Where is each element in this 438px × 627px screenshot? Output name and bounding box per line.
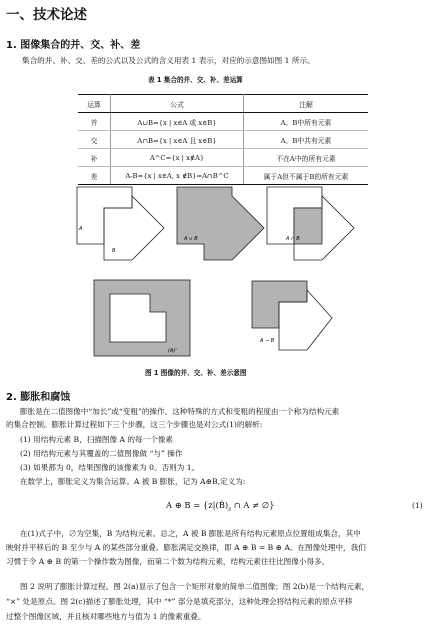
diagram-sets-a-b [76,186,166,266]
diagram-complement [94,280,190,360]
table-header-formula: 公式 [111,95,244,113]
paragraph-4-line-2: “×” 处是原点。图 2(c)描述了膨胀处理，其中 “*” 部分是填充部分，这种处理会将结构元素的原点平移 [6,597,353,606]
label-complement: (A)ᶜ [168,348,178,354]
table-cell: 并 [78,113,111,131]
table-cell: 差 [78,167,111,185]
paragraph-3-line-2: 映射并平移后的 B 至少与 A 的某些部分重叠。膨胀满足交换律，即 A ⊕ B = B ⊕ A。在图像处理中，我们 [6,543,366,552]
label-a: A [79,226,83,232]
table-header-row [78,95,368,113]
table-row [78,167,368,185]
formula [166,499,274,517]
section-title: 一、技术论述 [6,7,87,23]
table-cell: 不在A中的所有元素 [244,149,369,167]
figure-caption: 图 1 图像的并、交、补、差示意图 [145,369,247,377]
table-cell: A、B中所有元素 [244,113,369,131]
table-cell: A∩B={x | x∈A 且 x∈B} [111,131,244,149]
subsection-title-2: 2. 膨胀和腐蚀 [6,392,71,403]
paragraph-1-line-2: 的集合控制。膨胀计算过程如下三个步骤，这三个步骤也是对公式(1)的解析: [6,420,263,429]
table-caption: 表 1 集合的并、交、补、差运算 [148,76,243,84]
diagram-intersection [266,186,356,266]
table-cell: 属于A但不属于B的所有元素 [244,167,369,185]
paragraph-4-line-3: 过整个图像区域，并且核对哪些地方与值为 1 的像素重叠。 [6,612,206,621]
step-3: (3) 如果都为 0，结果图像的该像素为 0。否则为 1。 [20,463,200,472]
table-cell: 补 [78,149,111,167]
formula-number: (1) [412,501,423,510]
step-2: (2) 用结构元素与其覆盖的二值图像做 “与” 操作 [20,449,183,458]
table-cell: A^C={x | x∉A} [111,149,244,167]
diagram-union [176,186,266,266]
table-row [78,113,368,131]
formula-right: ∩ A ≠ ∅} [233,500,275,510]
paragraph-3-line-3: 习惯于令 A ⊕ B 的第一个操作数为图像，而第二个数为结构元素，结构元素往往比图像小得多。 [6,557,330,566]
label-difference: A − B [260,338,275,344]
label-b: B [112,248,116,254]
table-header-note: 注解 [244,95,369,113]
label-intersection: A ∩ B [286,236,300,242]
table-cell: A∪B={x | x∈A 或 x∈B} [111,113,244,131]
diagram-difference [234,280,334,360]
subsection-title-1: 1. 图像集合的并、交、补、差 [6,40,141,51]
label-union: A ∪ B [184,236,198,242]
paragraph-1-line-1: 膨胀是在二值图像中“加长”或“变粗”的操作。这种特殊的方式和变粗的程度由一个称为结构元素 [20,407,340,416]
table-header-op: 运算 [78,95,111,113]
paragraph-intro: 集合的并、补、交、差的公式以及公式的含义用表 1 表示，对应的示意图如图 1 所示。 [22,56,315,65]
table-cell: A-B={x | x∈A, x ∉B}=A∩B^C [111,167,244,185]
formula-subscript: z [228,506,232,513]
paragraph-3-line-1: 在(1)式子中，∅为空集，B 为结构元素。总之，A 被 B 膨胀是所有结构元素原点位置组成集合，其中 [20,529,361,538]
table-cell: 交 [78,131,111,149]
set-operations-table [78,94,368,185]
formula-left: A ⊕ B = {z|(B̂) [166,500,229,510]
table-cell: A、B中共有元素 [244,131,369,149]
step-1: (1) 用结构元素 B，扫描图像 A 的每一个像素 [20,435,173,444]
table-row [78,149,368,167]
paragraph-2: 在数学上，膨胀定义为集合运算。A 被 B 膨胀，记为 A⊕B,定义为: [20,477,246,486]
table-row [78,131,368,149]
paragraph-4-line-1: 图 2 说明了膨胀计算过程。图 2(a)显示了包含一个矩形对象的简单二值图像；图 2(b)是一个结构元素， [20,582,370,591]
